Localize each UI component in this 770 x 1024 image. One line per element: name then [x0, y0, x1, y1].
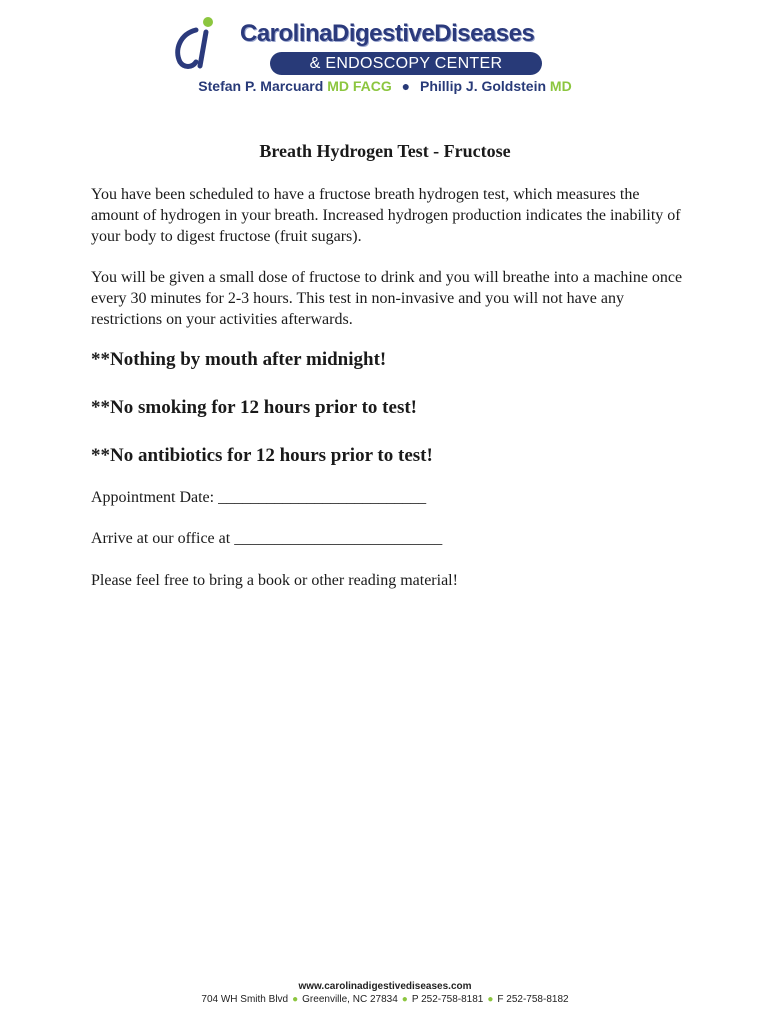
rule-no-smoking: **No smoking for 12 hours prior to test! [91, 397, 417, 418]
footer-contact [0, 993, 770, 1006]
logo-mark-icon [170, 16, 218, 72]
rule-nothing-by-mouth: **Nothing by mouth after midnight! [91, 349, 387, 370]
footer-address: 704 WH Smith Blvd [201, 994, 289, 1005]
separator-bullet-icon: ● [401, 78, 411, 94]
page-title: Breath Hydrogen Test - Fructose [259, 141, 511, 161]
footer [0, 980, 770, 1006]
doctor1-name: Stefan P. Marcuard [198, 78, 324, 94]
footer-bullet-icon: ● [292, 994, 299, 1005]
doctors-line [0, 78, 770, 94]
doctor2-credentials: MD [549, 78, 572, 94]
footer-bullet-icon: ● [401, 994, 408, 1005]
footer-city: Greenville, NC 27834 [302, 994, 398, 1005]
brand-name: CarolinaDigestiveDiseases [240, 20, 535, 47]
footer-phone: P 252-758-8181 [411, 994, 484, 1005]
footer-website: www.carolinadigestivediseases.com [298, 981, 472, 992]
procedure-paragraph: You will be given a small dose of fructose to drink and you will breathe into a machine once every 30 minutes for 2-3 hours. This test in non-invasive and you will not have any restrictions on your activities afterwards. [91, 269, 683, 328]
rule-no-antibiotics: **No antibiotics for 12 hours prior to test! [91, 445, 433, 466]
reading-material-note: Please feel free to bring a book or other reading material! [91, 572, 458, 589]
arrive-time-line: Arrive at our office at __________________________ [91, 530, 443, 547]
doctor1-credentials: MD FACG [327, 78, 392, 94]
appointment-date-line: Appointment Date: __________________________ [91, 489, 427, 506]
footer-fax: F 252-758-8182 [497, 994, 569, 1005]
footer-bullet-icon: ● [487, 994, 494, 1005]
brand-subtitle: & ENDOSCOPY CENTER [270, 52, 542, 75]
doctor2-name: Phillip J. Goldstein [420, 78, 547, 94]
intro-paragraph: You have been scheduled to have a fructose breath hydrogen test, which measures the amount of hydrogen in your breath. Increased hydrogen production indicates the inability of your body to digest fructose (fruit sugars). [91, 186, 681, 245]
clinic-logo [170, 14, 550, 78]
